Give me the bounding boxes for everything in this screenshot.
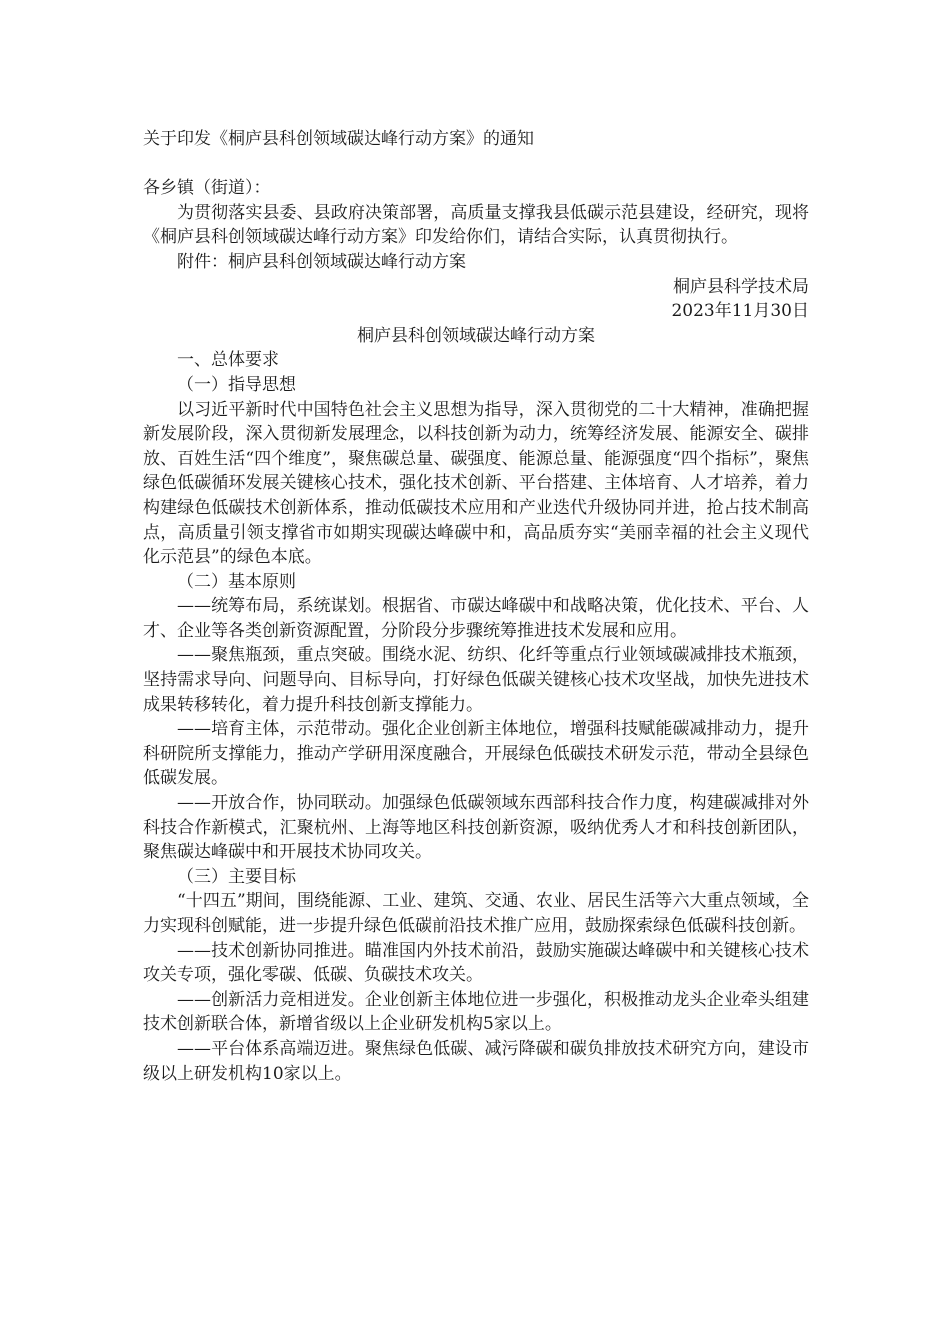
section-heading-overall-requirements: 一、总体要求 xyxy=(177,350,279,371)
subsection-heading-guiding-ideology: （一）指导思想 xyxy=(177,374,296,395)
subsection-heading-main-goals: （三）主要目标 xyxy=(177,866,296,887)
main-goals-intro: “十四五”期间，围绕能源、工业、建筑、交通、农业、居民生活等六大重点领域，全力实现科创赋能，进一步提升绿色低碳前沿技术推广应用，鼓励探索绿色低碳科技创新。 xyxy=(143,891,809,936)
document-body xyxy=(143,127,809,1086)
notice-issuer: 桐庐县科学技术局 xyxy=(673,276,809,297)
goal-paragraph: ——创新活力竞相迸发。企业创新主体地位进一步强化，积极推动龙头企业牵头组建技术创新联合体，新增省级以上企业研发机构5家以上。 xyxy=(143,989,809,1035)
subsection-heading-basic-principles: （二）基本原则 xyxy=(177,571,296,592)
principle-paragraph: ——培育主体，示范带动。强化企业创新主体地位，增强科技赋能碳减排动力，提升科研院所支撑能力，推动产学研用深度融合，开展绿色低碳技术研发示范，带动全县绿色低碳发展。 xyxy=(143,719,809,789)
goal-paragraph: ——平台体系高端迈进。聚焦绿色低碳、减污降碳和碳负排放技术研究方向，建设市级以上研发机构10家以上。 xyxy=(143,1038,809,1084)
plan-title: 桐庐县科创领域碳达峰行动方案 xyxy=(357,325,595,346)
notice-attachment: 附件：桐庐县科创领域碳达峰行动方案 xyxy=(177,251,466,272)
principle-paragraph: ——统筹布局，系统谋划。根据省、市碳达峰碳中和战略决策，优化技术、平台、人才、企业等各类创新资源配置，分阶段分步骤统筹推进技术发展和应用。 xyxy=(143,596,809,641)
goal-paragraph: ——技术创新协同推进。瞄准国内外技术前沿，鼓励实施碳达峰碳中和关键核心技术攻关专项，强化零碳、低碳、负碳技术攻关。 xyxy=(143,940,809,986)
notice-body: 为贯彻落实县委、县政府决策部署，高质量支撑我县低碳示范县建设，经研究，现将《桐庐县科创领域碳达峰行动方案》印发给你们，请结合实际，认真贯彻执行。 xyxy=(143,202,809,248)
notice-title: 关于印发《桐庐县科创领域碳达峰行动方案》的通知 xyxy=(143,129,534,149)
notice-date: 2023年11月30日 xyxy=(671,301,809,322)
principle-paragraph: ——开放合作，协同联动。加强绿色低碳领域东西部科技合作力度，构建碳减排对外科技合作新模式，汇聚杭州、上海等地区科技创新资源，吸纳优秀人才和科技创新团队，聚焦碳达峰碳中和开展技术协同攻关。 xyxy=(143,793,809,863)
guiding-ideology-text: 以习近平新时代中国特色社会主义思想为指导，深入贯彻党的二十大精神，准确把握新发展阶段，深入贯彻新发展理念，以科技创新为动力，统筹经济发展、能源安全、碳排放、百姓生活“四个维度”，聚焦碳总量、碳强度、能源总量、能源强度“四个指标”，聚焦绿色低碳循环发展关键核心技术，强化技术创新、平台搭建、主体培育、人才培养，着力构建绿色低碳技术创新体系，推动低碳技术应用和产业迭代升级协同并进，抢占技术制高点，高质量引领支撑省市如期实现碳达峰碳中和，高品质夯实“美丽幸福的社会主义现代化示范县”的绿色本底。 xyxy=(143,399,809,568)
principle-paragraph: ——聚焦瓶颈，重点突破。围绕水泥、纺织、化纤等重点行业领域碳减排技术瓶颈，坚持需求导向、问题导向、目标导向，打好绿色低碳关键核心技术攻坚战，加快先进技术成果转移转化，着力提升科技创新支撑能力。 xyxy=(143,645,809,715)
notice-addressee: 各乡镇（街道）： xyxy=(143,178,271,199)
